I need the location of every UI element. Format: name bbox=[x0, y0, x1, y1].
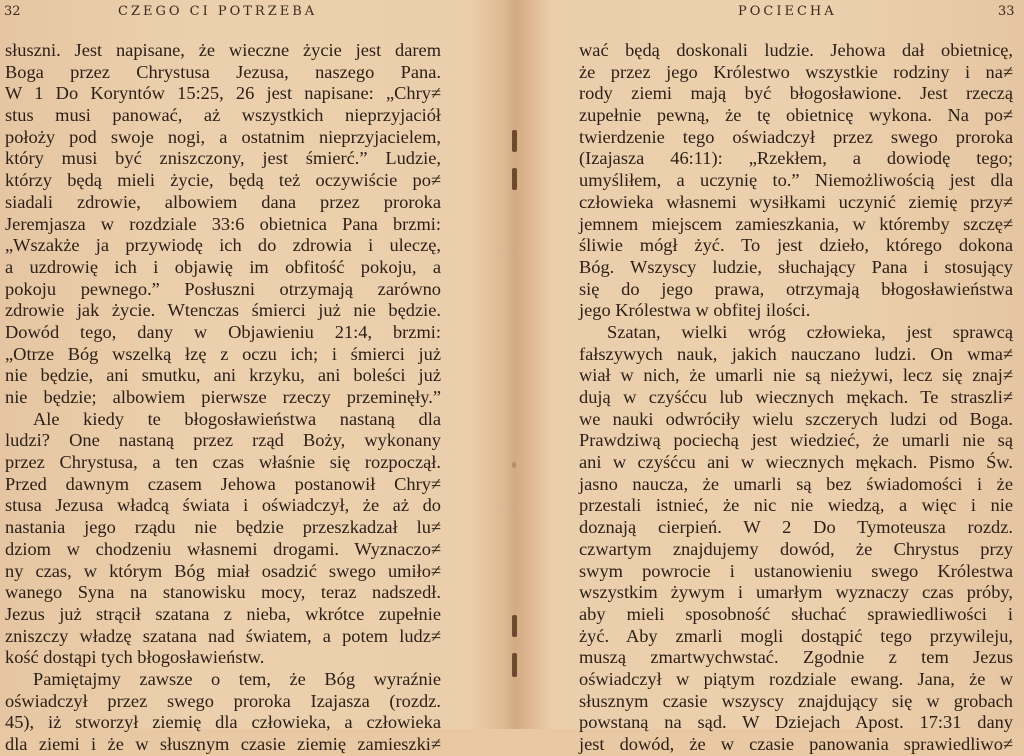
text-line: śliwie mógł żyć. To jest dzieło, którego dokona bbox=[579, 235, 1013, 256]
text-line: zupełnie pewną, że tę obietnicę wykona. Na po≠ bbox=[579, 105, 1013, 126]
text-line: nie będzie, ani smutku, ani krzyku, ani boleści już bbox=[5, 365, 441, 386]
text-line: swym powrocie i ustanowieniu swego Królestwa bbox=[579, 560, 1013, 581]
text-line: (Izajasza 46:11): „Rzekłem, a dowiodę tego; bbox=[579, 148, 1013, 169]
text-line: słuszni. Jest napisane, że wieczne życie jest darem bbox=[5, 40, 441, 60]
text-line: „Otrze Bóg wszelką łzę z oczu ich; i śmierci już bbox=[5, 343, 441, 364]
body-text bbox=[5, 40, 441, 756]
running-title: CZEGO CI POTRZEBA bbox=[118, 4, 318, 19]
text-line: powstaną na sąd. W Dziejach Apost. 17:31 dany bbox=[579, 712, 1013, 733]
page-number: 32 bbox=[4, 4, 21, 19]
text-line: się do jego prawa, otrzymają błogosławieństwa bbox=[579, 278, 1013, 299]
text-line: dują w czyśćcu lub wiecznych mękach. Te straszli≠ bbox=[579, 387, 1013, 407]
text-line: Dowód tego, dany w Objawieniu 21:4, brzmi: bbox=[5, 321, 441, 342]
text-line: oświadczył przez swego proroka Izajasza (rozdz. bbox=[5, 690, 441, 711]
text-line: nie będzie; albowiem pierwsze rzeczy przeminęły.” bbox=[5, 387, 441, 407]
text-line: wiał w nich, że umarli nie są nieżywi, lecz się znaj≠ bbox=[579, 365, 1013, 386]
text-line: dla ziemi i że w słusznym czasie ziemię zamieszki≠ bbox=[5, 734, 441, 754]
page-number: 33 bbox=[998, 4, 1015, 19]
text-line: oświadczył w piątym rozdziale ewang. Jana, że w bbox=[579, 668, 1013, 689]
text-line: ani w czyśćcu ani w wiecznych mękach. Pismo Św. bbox=[579, 452, 1013, 473]
text-line: „Wszakże ja przywiodę ich do zdrowia i uleczę, bbox=[5, 235, 441, 256]
text-line: siadali zdrowie, albowiem dana przez proroka bbox=[5, 191, 441, 212]
text-line: pokoju pewnego.” Posłuszni otrzymają zarówno bbox=[5, 278, 441, 299]
text-line: we nauki odwróciły wielu szczerych ludzi od Boga. bbox=[579, 408, 1013, 429]
text-line: przez Chrystusa, a ten czas właśnie się rozpoczął. bbox=[5, 452, 441, 473]
text-line: człowieka własnemi wysiłkami uczynić ziemię przy≠ bbox=[579, 191, 1013, 212]
text-line: rody ziemi mają być błogosławione. Jest rzeczą bbox=[579, 83, 1013, 104]
text-line: stus musi panować, aż wszystkich nieprzyjaciół bbox=[5, 105, 441, 126]
text-line: nastania jego rządu nie będzie przeszkadzał lu≠ bbox=[5, 517, 441, 538]
text-line: położy pod swoje nogi, a ostatnim nieprzyjacielem, bbox=[5, 126, 441, 147]
text-line: a uzdrowię ich i objawię im obfitość pokoju, a bbox=[5, 256, 441, 277]
text-line: Jezus już strącił szatana z nieba, wkrótce zupełnie bbox=[5, 603, 441, 624]
text-line: W 1 Do Koryntów 15:25, 26 jest napisane: „Chry≠ bbox=[5, 83, 441, 104]
text-line: jemnem miejscem zamieszkania, w któremby szczę≠ bbox=[579, 213, 1013, 234]
text-line: Prawdziwą pociechą jest wiedzieć, że umarli nie są bbox=[579, 430, 1013, 451]
text-line: doznają cierpień. W 2 Do Tymoteusza rozdz. bbox=[579, 517, 1013, 538]
text-line: Jeremjasza w rozdziale 33:6 obietnica Pana brzmi: bbox=[5, 213, 441, 234]
text-line: jasno naucza, że umarli są bez świadomości i że bbox=[579, 473, 1013, 494]
text-line: jest dowód, że w czasie panowania sprawiedliwo≠ bbox=[579, 734, 1013, 754]
text-line: wszystkim żywym i umarłym wyznaczy czas próby, bbox=[579, 582, 1013, 603]
text-line: czwartym znajdujemy dowód, że Chrystus przy bbox=[579, 538, 1013, 559]
text-line: umyśliłem, a uczynię to.” Niemożliwością jest dla bbox=[579, 170, 1013, 191]
running-title: POCIECHA bbox=[738, 4, 837, 19]
text-line: muszą zmartwychwstać. Zgodnie z tem Jezus bbox=[579, 647, 1013, 668]
text-line: stusa Jezusa władcą świata i oświadczył, że aż do bbox=[5, 495, 441, 516]
text-line: Szatan, wielki wróg człowieka, jest sprawcą bbox=[607, 321, 1013, 342]
text-line: ny czas, w którym Bóg miał osadzić swego umiło≠ bbox=[5, 560, 441, 581]
text-line: zniszczy władzę szatana nad światem, a potem ludz≠ bbox=[5, 625, 441, 646]
text-line: Przed dawnym czasem Jehowa postanowił Chry≠ bbox=[5, 473, 441, 494]
text-line: którzy będą mieli życie, będą też oczywiście po≠ bbox=[5, 170, 441, 191]
text-line: żyć. Aby zmarli mogli dostąpić tego przywileju, bbox=[579, 625, 1013, 646]
text-line: przestali istnieć, że nic nie wiedzą, a więc i nie bbox=[579, 495, 1013, 516]
text-line: Ale kiedy te błogosławieństwa nastaną dla bbox=[33, 408, 441, 429]
text-line: Boga przez Chrystusa Jezusa, naszego Pana. bbox=[5, 61, 441, 82]
text-line: Bóg. Wszyscy ludzie, słuchający Pana i stosujący bbox=[579, 256, 1013, 277]
text-line: że przez jego Królestwo wszystkie rodziny i na≠ bbox=[579, 61, 1013, 82]
text-line: twierdzenie tego oświadczył przez swego proroka bbox=[579, 126, 1013, 147]
text-line: wanego Syna na stanowisku mocy, teraz nadszedł. bbox=[5, 582, 441, 603]
text-line: aby mieli sposobność słuchać sprawiedliwości i bbox=[579, 603, 1013, 624]
right-page bbox=[512, 0, 1024, 754]
text-line: fałszywych nauk, jakich nauczano ludzi. On wma≠ bbox=[579, 343, 1013, 364]
text-line: kość dostąpi tych błogosławieństw. bbox=[5, 647, 265, 668]
text-line: 45), iż stworzył ziemię dla człowieka, a człowieka bbox=[5, 712, 441, 733]
text-line: słusznym czasie wszyscy znajdujący się w grobach bbox=[579, 690, 1013, 711]
left-page bbox=[0, 0, 512, 754]
text-line: który musi być zniszczony, jest śmierć.” Ludzie, bbox=[5, 148, 441, 169]
text-line: wać będą doskonali ludzie. Jehowa dał obietnicę, bbox=[579, 40, 1013, 60]
text-line: dziom w chodzeniu własnemi drogami. Wyznaczo≠ bbox=[5, 538, 441, 559]
text-line: Pamiętajmy zawsze o tem, że Bóg wyraźnie bbox=[33, 668, 441, 689]
body-text bbox=[579, 40, 1013, 756]
text-line: jego Królestwa w obfitej ilości. bbox=[579, 300, 811, 321]
text-line: ludzi? One nastaną przez rząd Boży, wykonany bbox=[5, 430, 441, 451]
text-line: zdrowie jak życie. Wtenczas śmierci już nie będzie. bbox=[5, 300, 441, 321]
